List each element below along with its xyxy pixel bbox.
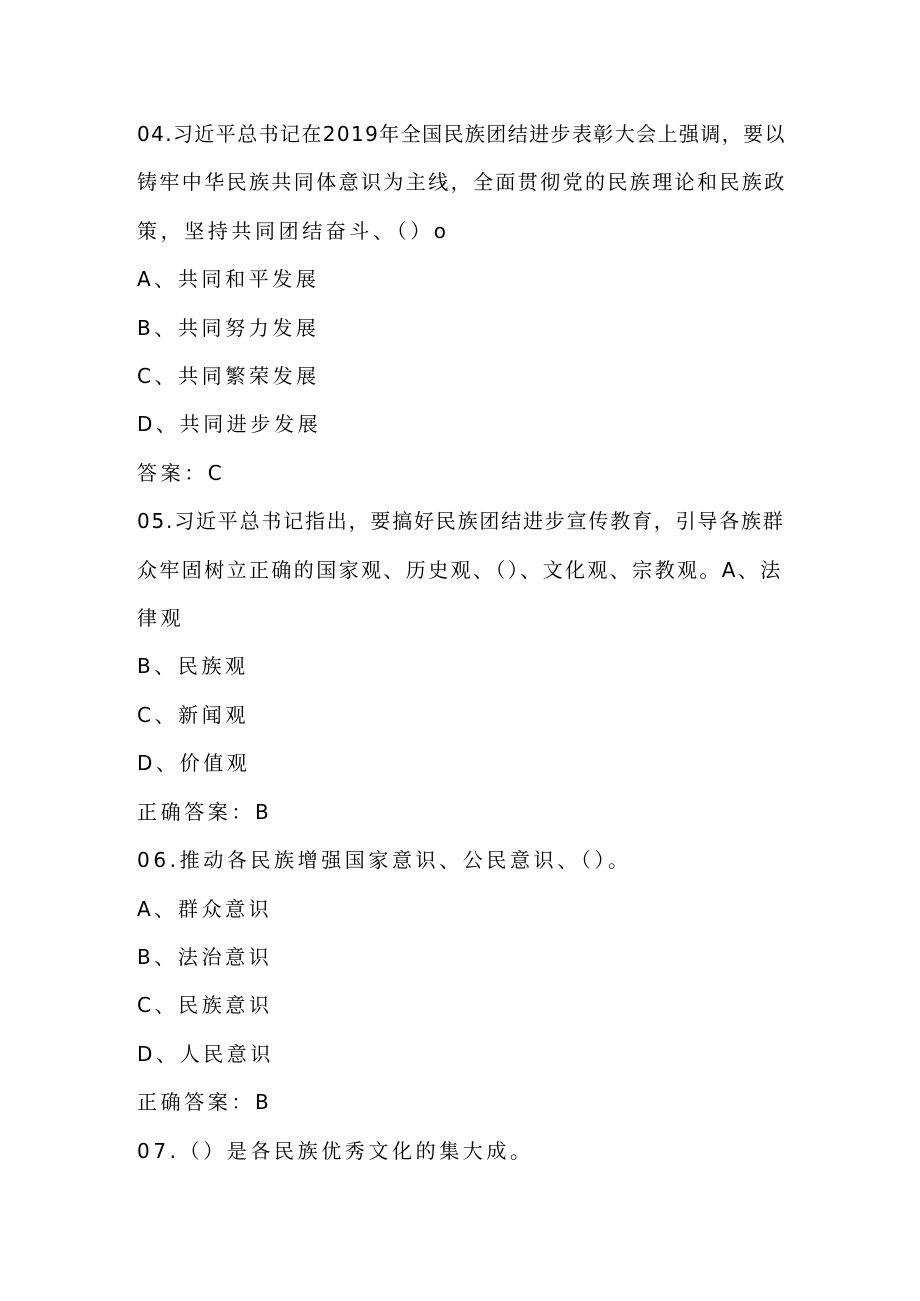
option-c: C、共同繁荣发展: [137, 364, 320, 389]
question-05: [137, 497, 787, 836]
option-d: D、价值观: [137, 751, 251, 776]
question-stem-line: 律观: [137, 606, 185, 631]
question-06: [137, 836, 787, 1126]
question-stem-line: 04.习近平总书记在2019年全国民族团结进步表彰大会上强调，要以: [137, 122, 786, 146]
question-04: [137, 110, 787, 497]
option-c: C、民族意识: [137, 993, 273, 1018]
option-a: A、群众意识: [137, 896, 273, 921]
option-b: B、法治意识: [137, 944, 273, 969]
option-b: B、民族观: [137, 654, 249, 679]
question-stem-line: 铸牢中华民族共同体意识为主线，全面贯彻党的民族理论和民族政: [137, 170, 787, 195]
answer-line: 正确答案：B: [137, 799, 273, 824]
question-stem-line: 05.习近平总书记指出，要搞好民族团结进步宣传教育，引导各族群: [137, 509, 785, 534]
option-b: B、共同努力发展: [137, 315, 320, 340]
answer-line: 正确答案：B: [137, 1090, 273, 1115]
question-stem-line: 06.推动各民族增强国家意识、公民意识、（）。: [137, 848, 632, 873]
option-d: D、共同进步发展: [137, 412, 322, 437]
option-d: D、人民意识: [137, 1041, 275, 1066]
document-page: [137, 110, 787, 1175]
question-07: [137, 1127, 787, 1175]
answer-line: 答案：C: [137, 460, 226, 485]
question-stem-line: 策，坚持共同团结奋斗、（）o: [137, 218, 450, 243]
question-stem-line: 07.（）是各民族优秀文化的集大成。: [137, 1138, 534, 1163]
option-c: C、新闻观: [137, 702, 249, 727]
option-a: A、共同和平发展: [137, 267, 320, 292]
question-stem-line: 众牢固树立正确的国家观、历史观、（）、文化观、宗教观。A、法: [137, 557, 783, 582]
